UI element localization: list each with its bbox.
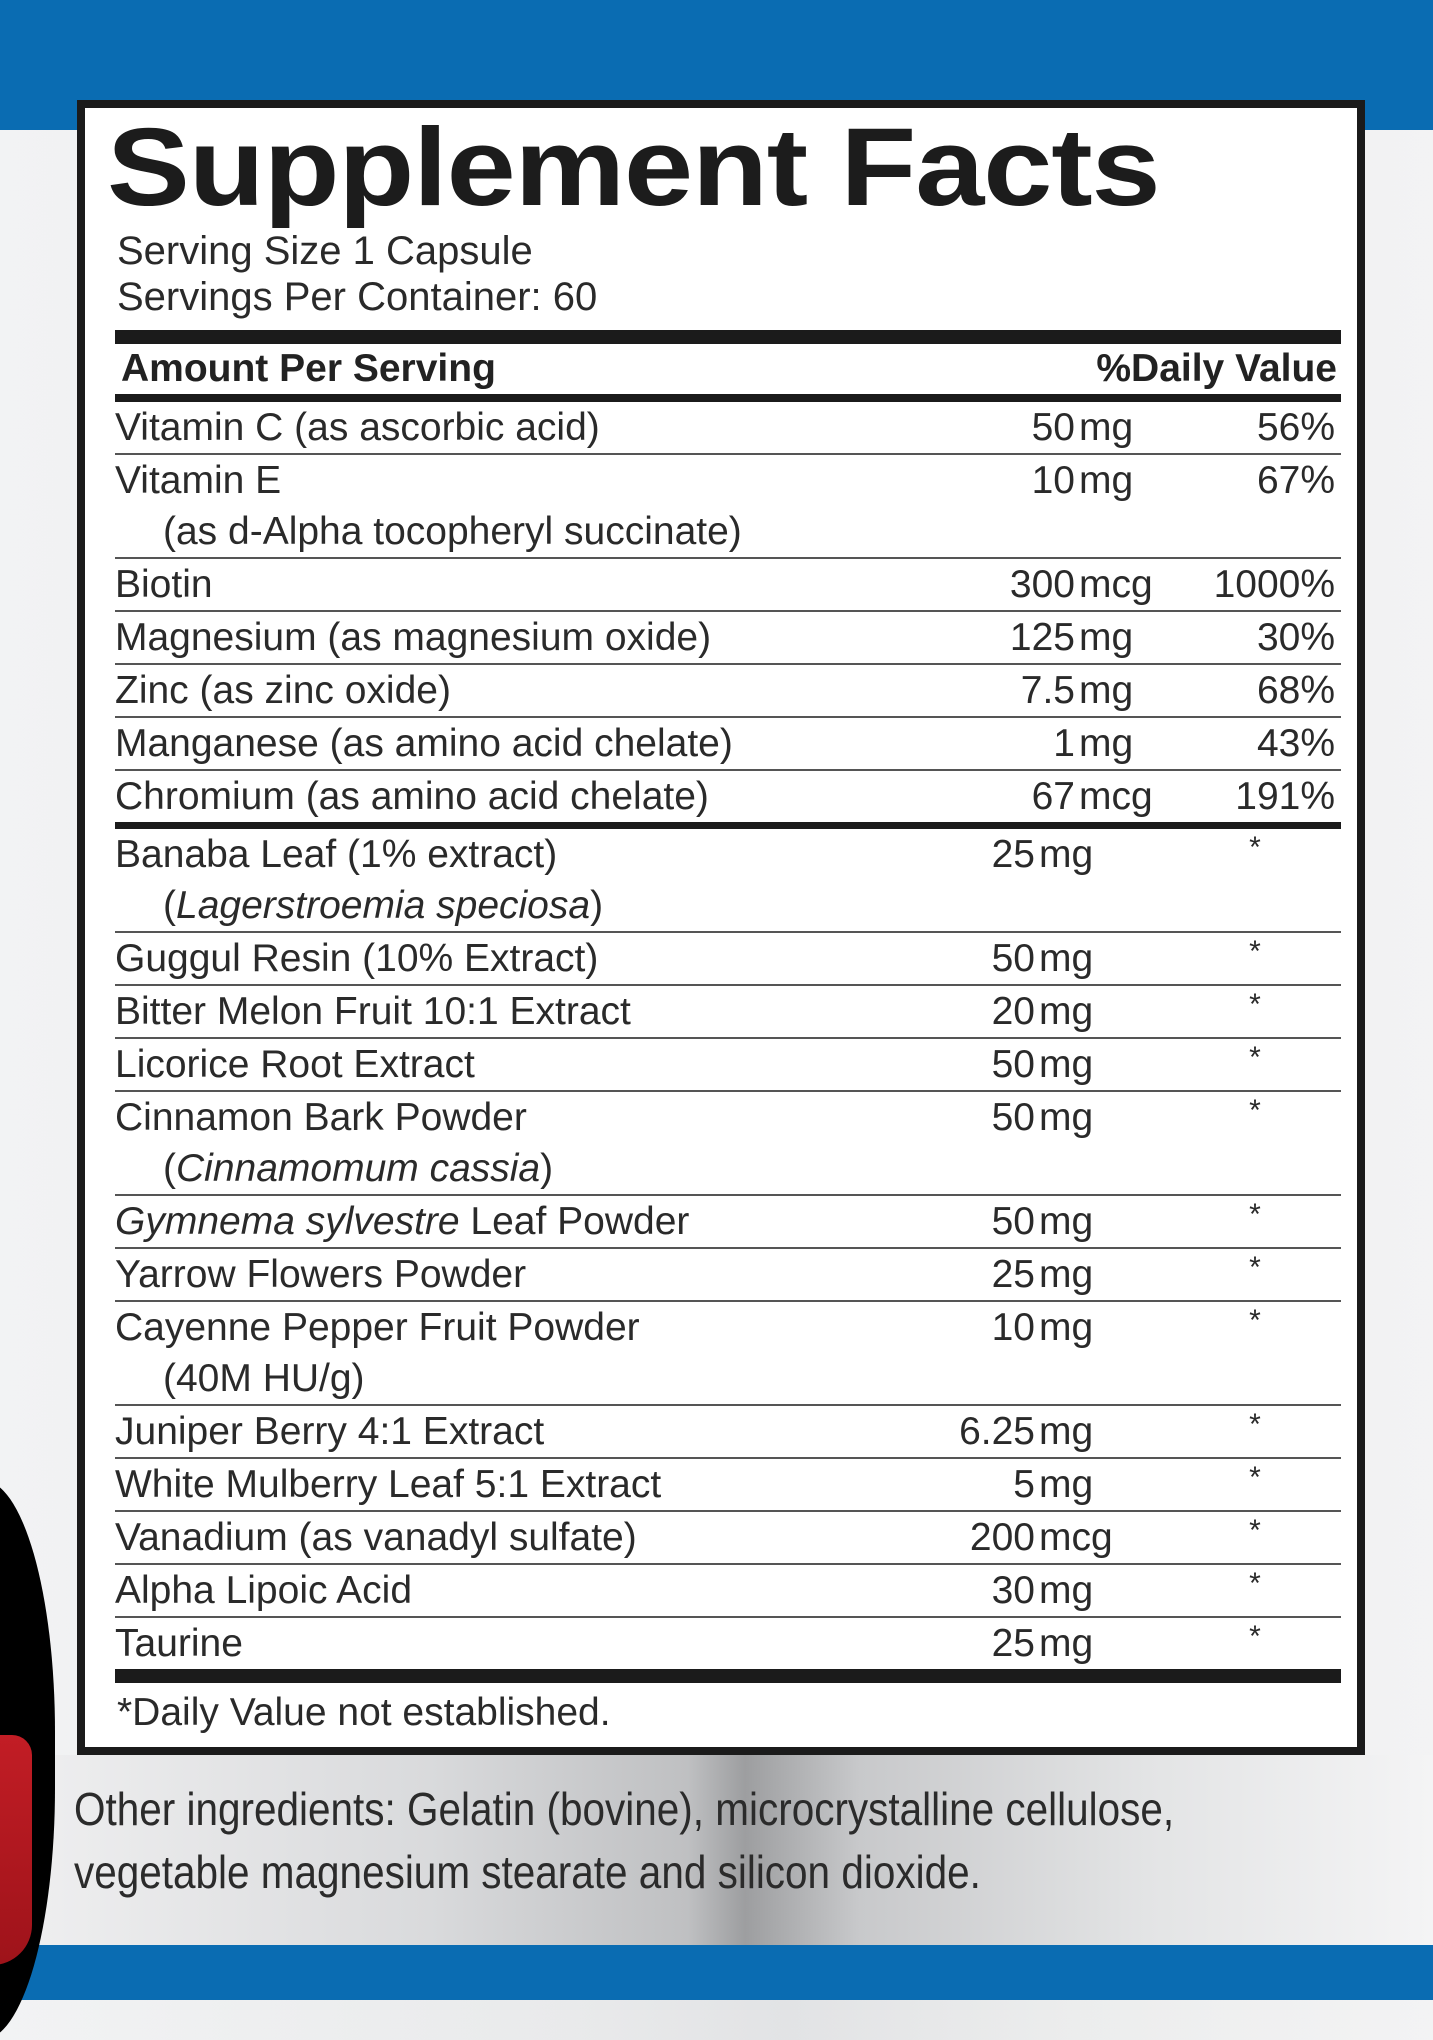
ingredient-subtitle: (as d-Alpha tocopheryl succinate) bbox=[163, 510, 742, 553]
amount-unit: mg bbox=[1039, 1306, 1094, 1349]
amount-unit: mg bbox=[1039, 1096, 1094, 1139]
ingredient-subtitle bbox=[115, 880, 865, 931]
amount-quantity: 50 bbox=[991, 1200, 1035, 1243]
table-header bbox=[115, 344, 1341, 394]
ingredient-name-text: Manganese (as amino acid chelate) bbox=[115, 722, 733, 765]
ingredient-name-text: Cayenne Pepper Fruit Powder bbox=[115, 1306, 640, 1349]
daily-value-percent: * bbox=[1249, 1041, 1261, 1074]
amount-unit: mcg bbox=[1079, 563, 1153, 606]
ingredient-amount bbox=[865, 1565, 1135, 1616]
ingredient-name bbox=[115, 612, 905, 663]
ingredient-amount bbox=[865, 1302, 1135, 1404]
table-row bbox=[115, 402, 1341, 455]
daily-value-percent: * bbox=[1249, 1408, 1261, 1441]
daily-value-percent: 1000% bbox=[1213, 563, 1335, 606]
ingredient-amount bbox=[865, 933, 1135, 984]
ingredient-name-text: Alpha Lipoic Acid bbox=[115, 1569, 413, 1612]
ingredient-amount bbox=[865, 986, 1135, 1037]
ingredient-name bbox=[115, 1302, 865, 1404]
table-row bbox=[115, 1092, 1341, 1196]
amount-unit: mg bbox=[1039, 1200, 1094, 1243]
amount-unit: mg bbox=[1039, 1463, 1094, 1506]
ingredient-amount bbox=[865, 1459, 1135, 1510]
table-row bbox=[115, 1406, 1341, 1459]
table-row bbox=[115, 1302, 1341, 1406]
ingredient-name-text: Taurine bbox=[115, 1622, 243, 1665]
other-ingredients bbox=[74, 1778, 1244, 1904]
paren: ) bbox=[590, 884, 604, 927]
amount-unit: mcg bbox=[1079, 775, 1153, 818]
daily-value-percent: 191% bbox=[1235, 775, 1335, 818]
ingredient-name-text: Magnesium (as magnesium oxide) bbox=[115, 616, 712, 659]
ingredient-name-text: Chromium (as amino acid chelate) bbox=[115, 775, 709, 818]
daily-value-percent: 56% bbox=[1256, 406, 1335, 449]
amount-unit: mg bbox=[1079, 616, 1134, 659]
daily-value-percent: * bbox=[1249, 1094, 1261, 1127]
amount-unit: mg bbox=[1039, 990, 1094, 1033]
amount-unit: mg bbox=[1079, 406, 1134, 449]
ingredient-amount bbox=[905, 718, 1175, 769]
ingredient-name bbox=[115, 455, 905, 557]
amount-quantity: 300 bbox=[1009, 563, 1075, 606]
ingredient-name bbox=[115, 1249, 865, 1300]
divider-thick bbox=[115, 1669, 1341, 1683]
amount-unit: mcg bbox=[1039, 1516, 1113, 1559]
ingredient-name bbox=[115, 1618, 865, 1669]
ingredient-name bbox=[115, 559, 905, 610]
footnote: *Daily Value not established. bbox=[117, 1691, 611, 1734]
daily-value-percent: * bbox=[1249, 1461, 1261, 1494]
latin-name: Cinnamomum cassia bbox=[176, 1147, 541, 1190]
daily-value-percent: * bbox=[1249, 988, 1261, 1021]
daily-value-percent: * bbox=[1249, 1304, 1261, 1337]
other-ingredients-line: vegetable magnesium stearate and silicon dioxide. bbox=[74, 1846, 981, 1898]
ingredient-amount bbox=[865, 1039, 1135, 1090]
ingredient-name-italic: Gymnema sylvestre bbox=[115, 1200, 460, 1243]
amount-unit: mg bbox=[1079, 459, 1134, 502]
ingredient-name bbox=[115, 718, 905, 769]
amount-unit: mg bbox=[1039, 1569, 1094, 1612]
ingredient-amount bbox=[865, 1092, 1135, 1194]
table-row bbox=[115, 986, 1341, 1039]
ingredient-name-text: Bitter Melon Fruit 10:1 Extract bbox=[115, 990, 631, 1033]
ingredient-amount bbox=[905, 612, 1175, 663]
amount-quantity: 50 bbox=[991, 1096, 1035, 1139]
ingredient-name bbox=[115, 1512, 865, 1563]
ingredient-name bbox=[115, 933, 865, 984]
daily-value-percent: * bbox=[1249, 1620, 1261, 1653]
daily-value-percent: * bbox=[1249, 1198, 1261, 1231]
table-row bbox=[115, 559, 1341, 612]
ingredient-name-text: Guggul Resin (10% Extract) bbox=[115, 937, 599, 980]
amount-quantity: 67 bbox=[1031, 775, 1075, 818]
table-row bbox=[115, 829, 1341, 933]
table-row bbox=[115, 612, 1341, 665]
table-row bbox=[115, 718, 1341, 771]
daily-value-percent: 67% bbox=[1256, 459, 1335, 502]
ingredient-amount bbox=[865, 1406, 1135, 1457]
paren: ( bbox=[163, 1147, 176, 1190]
amount-per-serving-label: Amount Per Serving bbox=[121, 347, 496, 390]
ingredient-amount bbox=[905, 455, 1175, 557]
amount-unit: mg bbox=[1039, 937, 1094, 980]
amount-quantity: 10 bbox=[991, 1306, 1035, 1349]
amount-quantity: 30 bbox=[991, 1569, 1035, 1612]
other-actives-list bbox=[115, 829, 1341, 1669]
ingredient-name bbox=[115, 1565, 865, 1616]
ingredient-name-text: Biotin bbox=[115, 563, 213, 606]
daily-value-percent: * bbox=[1249, 935, 1261, 968]
ingredient-name bbox=[115, 1039, 865, 1090]
ingredient-amount bbox=[905, 665, 1175, 716]
latin-name: Lagerstroemia speciosa bbox=[176, 884, 591, 927]
daily-value-percent: 68% bbox=[1256, 669, 1335, 712]
ingredient-subtitle: (40M HU/g) bbox=[163, 1357, 365, 1400]
ingredient-name bbox=[115, 665, 905, 716]
daily-value-percent: * bbox=[1249, 1567, 1261, 1600]
ingredient-amount bbox=[905, 771, 1175, 822]
panel-title: Supplement Facts bbox=[107, 106, 1160, 229]
amount-quantity: 25 bbox=[991, 1253, 1035, 1296]
table-row bbox=[115, 1618, 1341, 1669]
ingredient-amount bbox=[905, 559, 1175, 610]
amount-quantity: 125 bbox=[1009, 616, 1075, 659]
divider-thick bbox=[115, 330, 1341, 344]
amount-quantity: 25 bbox=[991, 833, 1035, 876]
amount-unit: mg bbox=[1039, 833, 1094, 876]
daily-value-percent: 43% bbox=[1256, 722, 1335, 765]
daily-value-percent: * bbox=[1249, 1251, 1261, 1284]
daily-value-percent: * bbox=[1249, 831, 1261, 864]
amount-unit: mg bbox=[1039, 1410, 1094, 1453]
ingredient-amount bbox=[865, 1249, 1135, 1300]
table-row bbox=[115, 1039, 1341, 1092]
amount-unit: mg bbox=[1039, 1622, 1094, 1665]
paren: ) bbox=[540, 1147, 554, 1190]
amount-quantity: 50 bbox=[991, 937, 1035, 980]
ingredient-name bbox=[115, 1406, 865, 1457]
ingredient-amount bbox=[905, 402, 1175, 453]
paren: ( bbox=[163, 884, 176, 927]
divider-thick bbox=[115, 394, 1341, 402]
ingredient-name-text: Vitamin E bbox=[115, 459, 282, 502]
ingredient-name bbox=[115, 829, 865, 931]
ingredient-name bbox=[115, 1459, 865, 1510]
vitamins-minerals-list bbox=[115, 402, 1341, 829]
amount-quantity: 1 bbox=[1053, 722, 1075, 765]
ingredient-name-text: Vitamin C (as ascorbic acid) bbox=[115, 406, 600, 449]
ingredient-amount bbox=[865, 1196, 1135, 1247]
table-row bbox=[115, 933, 1341, 986]
table-row bbox=[115, 1196, 1341, 1249]
table-row bbox=[115, 665, 1341, 718]
table-row bbox=[115, 1249, 1341, 1302]
amount-unit: mg bbox=[1039, 1253, 1094, 1296]
amount-quantity: 50 bbox=[991, 1043, 1035, 1086]
ingredient-name bbox=[115, 1196, 865, 1247]
servings-per-container: Servings Per Container: 60 bbox=[117, 275, 598, 319]
bottom-blue-band bbox=[0, 1945, 1433, 2000]
daily-value-percent: * bbox=[1249, 1514, 1261, 1547]
amount-quantity: 50 bbox=[1031, 406, 1075, 449]
amount-quantity: 20 bbox=[991, 990, 1035, 1033]
ingredient-amount bbox=[865, 1512, 1135, 1563]
ingredient-name-text: Banaba Leaf (1% extract) bbox=[115, 833, 558, 876]
ingredient-name-text: Juniper Berry 4:1 Extract bbox=[115, 1410, 545, 1453]
ingredient-subtitle bbox=[115, 1143, 865, 1194]
amount-quantity: 6.25 bbox=[959, 1410, 1035, 1453]
bottle-red-label-graphic bbox=[0, 1735, 32, 1965]
ingredient-name-text: Zinc (as zinc oxide) bbox=[115, 669, 451, 712]
table-row bbox=[115, 1565, 1341, 1618]
amount-unit: mg bbox=[1039, 1043, 1094, 1086]
amount-quantity: 5 bbox=[1013, 1463, 1035, 1506]
table-row bbox=[115, 1512, 1341, 1565]
daily-value-label: %Daily Value bbox=[1096, 347, 1337, 390]
ingredient-name-text: Cinnamon Bark Powder bbox=[115, 1096, 527, 1139]
other-ingredients-line: Other ingredients: Gelatin (bovine), microcrystalline cellulose, bbox=[74, 1783, 1175, 1835]
ingredient-name bbox=[115, 1092, 865, 1194]
ingredient-name-text: Vanadium (as vanadyl sulfate) bbox=[115, 1516, 637, 1559]
ingredient-name bbox=[115, 771, 905, 822]
table-row bbox=[115, 771, 1341, 829]
ingredient-name-text: Leaf Powder bbox=[459, 1200, 690, 1243]
ingredient-name bbox=[115, 986, 865, 1037]
table-row bbox=[115, 1459, 1341, 1512]
ingredient-name-text: Licorice Root Extract bbox=[115, 1043, 475, 1086]
amount-quantity: 7.5 bbox=[1020, 669, 1075, 712]
daily-value-percent: 30% bbox=[1256, 616, 1335, 659]
ingredient-amount bbox=[865, 829, 1135, 931]
ingredient-name bbox=[115, 402, 905, 453]
amount-quantity: 10 bbox=[1031, 459, 1075, 502]
amount-quantity: 200 bbox=[969, 1516, 1035, 1559]
serving-size: Serving Size 1 Capsule bbox=[117, 229, 533, 273]
ingredient-amount bbox=[865, 1618, 1135, 1669]
amount-unit: mg bbox=[1079, 669, 1134, 712]
supplement-facts-panel bbox=[77, 100, 1365, 1755]
table-row bbox=[115, 455, 1341, 559]
amount-quantity: 25 bbox=[991, 1622, 1035, 1665]
ingredient-name-text: Yarrow Flowers Powder bbox=[115, 1253, 527, 1296]
ingredient-name-text: White Mulberry Leaf 5:1 Extract bbox=[115, 1463, 662, 1506]
amount-unit: mg bbox=[1079, 722, 1134, 765]
